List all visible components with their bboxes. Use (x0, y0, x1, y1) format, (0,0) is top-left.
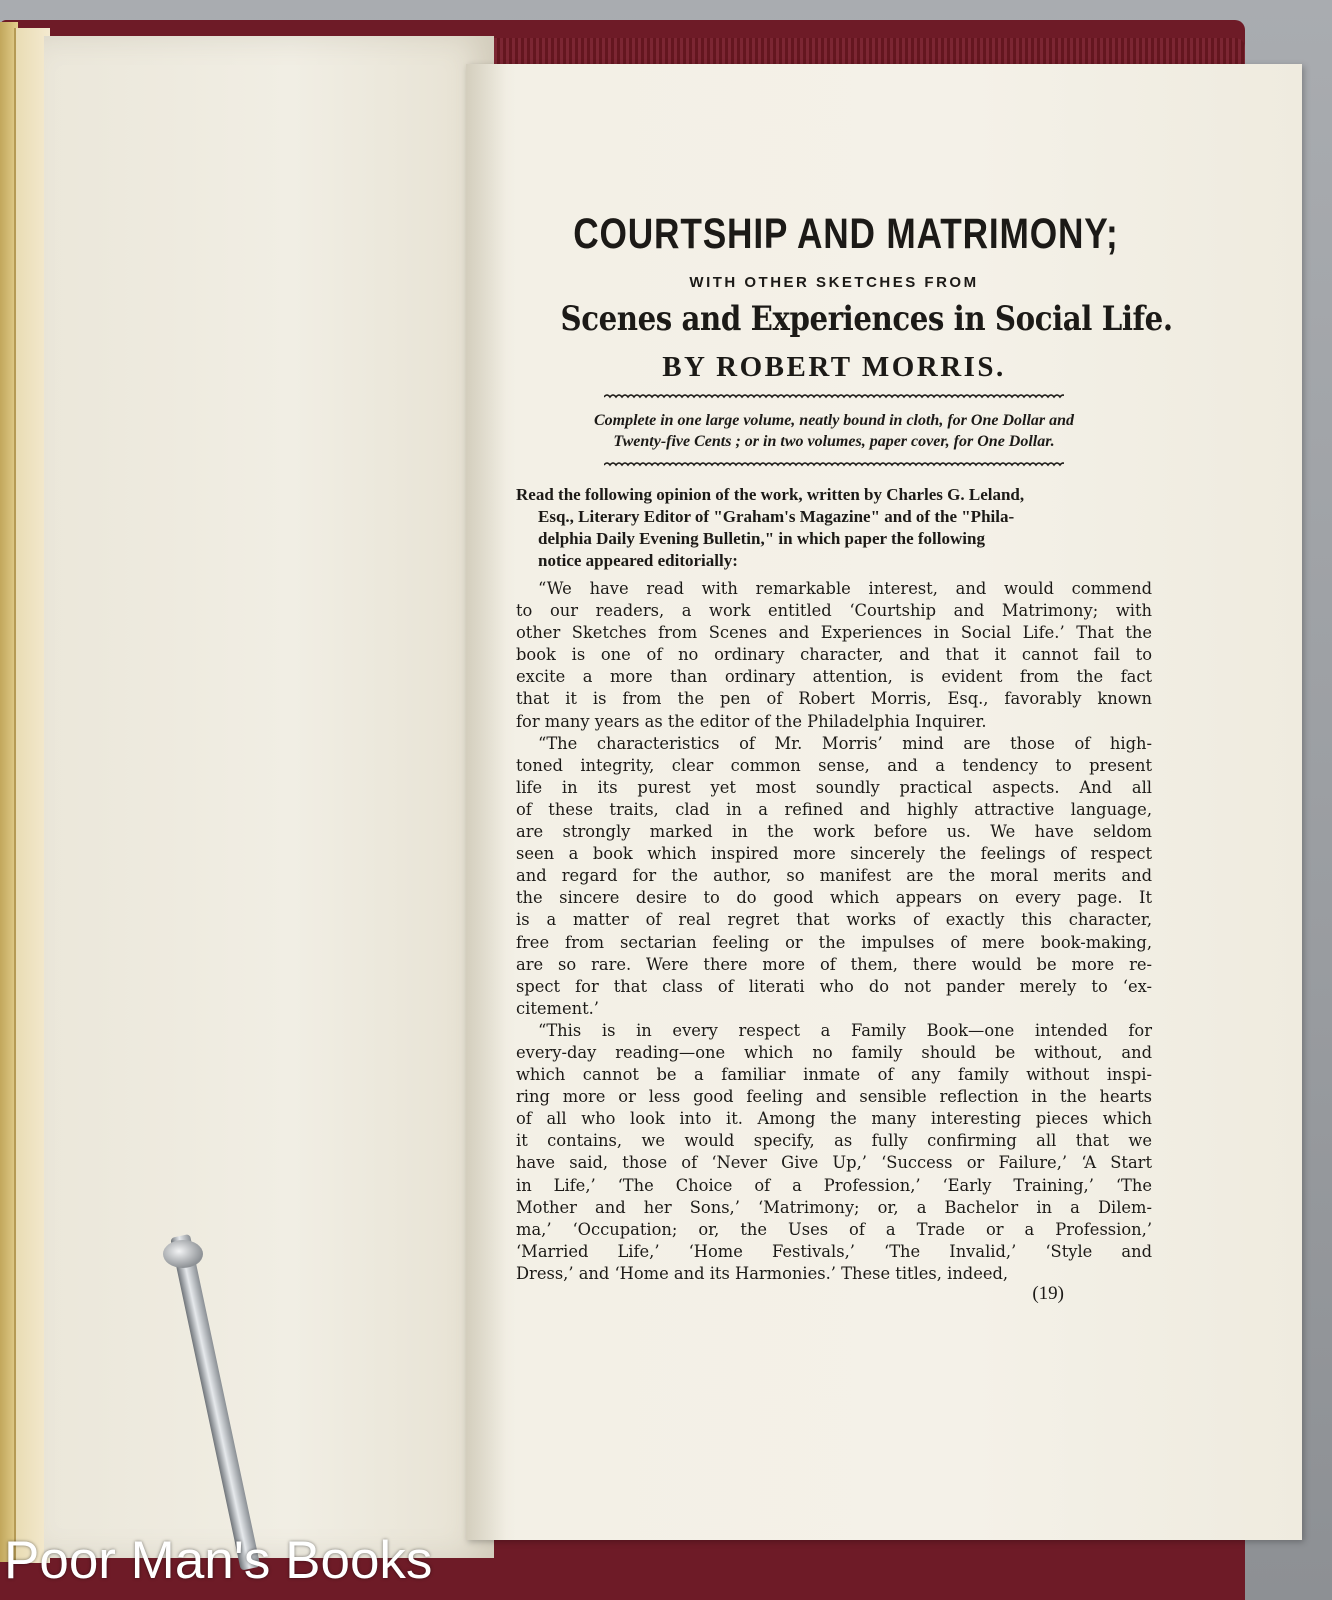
review-line: to our readers, a work entitled ‘Courtship and Matrimony; with (516, 601, 1152, 621)
review-line: citement.’ (516, 998, 599, 1018)
book-title: COURTSHIP AND MATRIMONY; (573, 210, 1119, 258)
page-pointer-tip (163, 1240, 203, 1268)
review-text (516, 578, 1152, 1285)
review-line: ma,’ ‘Occupation; or, the Uses of a Trade or a Profession,’ (516, 1219, 1152, 1239)
review-line: seen a book which inspired more sincerely the feelings of respect (516, 844, 1152, 864)
intro-line: notice appeared editorially: (538, 551, 738, 570)
review-line: in Life,’ ‘The Choice of a Profession,’ ‘Early Training,’ ‘The (516, 1175, 1152, 1195)
review-line: “The characteristics of Mr. Morris’ mind are those of high- (538, 733, 1152, 753)
review-line: are strongly marked in the work before us. We have seldom (516, 822, 1152, 842)
review-line: toned integrity, clear common sense, and a tendency to present (516, 755, 1152, 775)
blackletter-title: Scenes and Experiences in Social Life. (560, 299, 1173, 339)
review-line: life in its purest yet most soundly practical aspects. And all (516, 777, 1152, 797)
intro-line: Esq., Literary Editor of "Graham's Magazine" and of the "Phila- (538, 507, 1015, 526)
wavy-rule-top (604, 392, 1064, 402)
price-notice-line: Complete in one large volume, neatly bound in cloth, for One Dollar and (593, 412, 1075, 429)
page-content (516, 208, 1173, 1305)
price-notice-line: Twenty-five Cents ; or in two volumes, paper cover, for One Dollar. (613, 433, 1055, 450)
intro-line: delphia Daily Evening Bulletin," in which paper the following (538, 529, 985, 548)
review-line: of these traits, clad in a refined and highly attractive language, (516, 799, 1152, 819)
review-line: ring more or less good feeling and sensible reflection in the hearts (516, 1087, 1152, 1107)
review-line: the sincere desire to do good which appears on every page. It (516, 888, 1152, 908)
review-line: which cannot be a familiar inmate of any family without inspi- (516, 1065, 1152, 1085)
book-subtitle: WITH OTHER SKETCHES FROM (689, 274, 979, 291)
review-line: free from sectarian feeling or the impulses of mere book-making, (516, 932, 1152, 952)
review-line: for many years as the editor of the Philadelphia Inquirer. (516, 711, 987, 731)
review-line: it contains, we would specify, as fully confirming all that we (516, 1131, 1152, 1151)
page-gutter-shadow (466, 64, 506, 1540)
author-line: BY ROBERT MORRIS. (662, 351, 1006, 383)
review-line: Dress,’ and ‘Home and its Harmonies.’ These titles, indeed, (516, 1263, 1009, 1283)
review-line: “We have read with remarkable interest, and would commend (538, 579, 1152, 598)
review-line: other Sketches from Scenes and Experiences in Social Life.’ That the (516, 623, 1152, 643)
review-line: Mother and her Sons,’ ‘Matrimony; or, a Bachelor in a Dilem- (516, 1197, 1152, 1217)
intro-paragraph (516, 484, 1152, 572)
price-notice (516, 410, 1152, 452)
page-number: (19) (1032, 1283, 1064, 1304)
review-line: every-day reading—one which no family should be without, and (516, 1042, 1152, 1062)
review-line: that it is from the pen of Robert Morris, Esq., favorably known (516, 689, 1152, 709)
review-line: book is one of no ordinary character, and that it cannot fail to (516, 645, 1152, 665)
review-line: are so rare. Were there more of them, there would be more re- (516, 954, 1152, 974)
review-line: ‘Married Life,’ ‘Home Festivals,’ ‘The Invalid,’ ‘Style and (516, 1241, 1152, 1261)
intro-line: Read the following opinion of the work, written by Charles G. Leland, (516, 485, 1025, 504)
review-line: is a matter of real regret that works of exactly this character, (516, 910, 1152, 930)
review-line: and regard for the author, so manifest are the moral merits and (516, 866, 1152, 886)
review-line: excite a more than ordinary attention, is evident from the fact (516, 667, 1152, 687)
review-line: of all who look into it. Among the many interesting pieces which (516, 1109, 1152, 1129)
left-blank-page (44, 36, 494, 1558)
wavy-rule-bottom (604, 460, 1064, 470)
review-line: spect for that class of literati who do not pander merely to ‘ex- (516, 976, 1152, 996)
review-line: “This is in every respect a Family Book—one intended for (538, 1020, 1152, 1040)
seller-watermark: Poor Man's Books (4, 1531, 433, 1590)
review-line: have said, those of ‘Never Give Up,’ ‘Success or Failure,’ ‘A Start (516, 1153, 1152, 1173)
